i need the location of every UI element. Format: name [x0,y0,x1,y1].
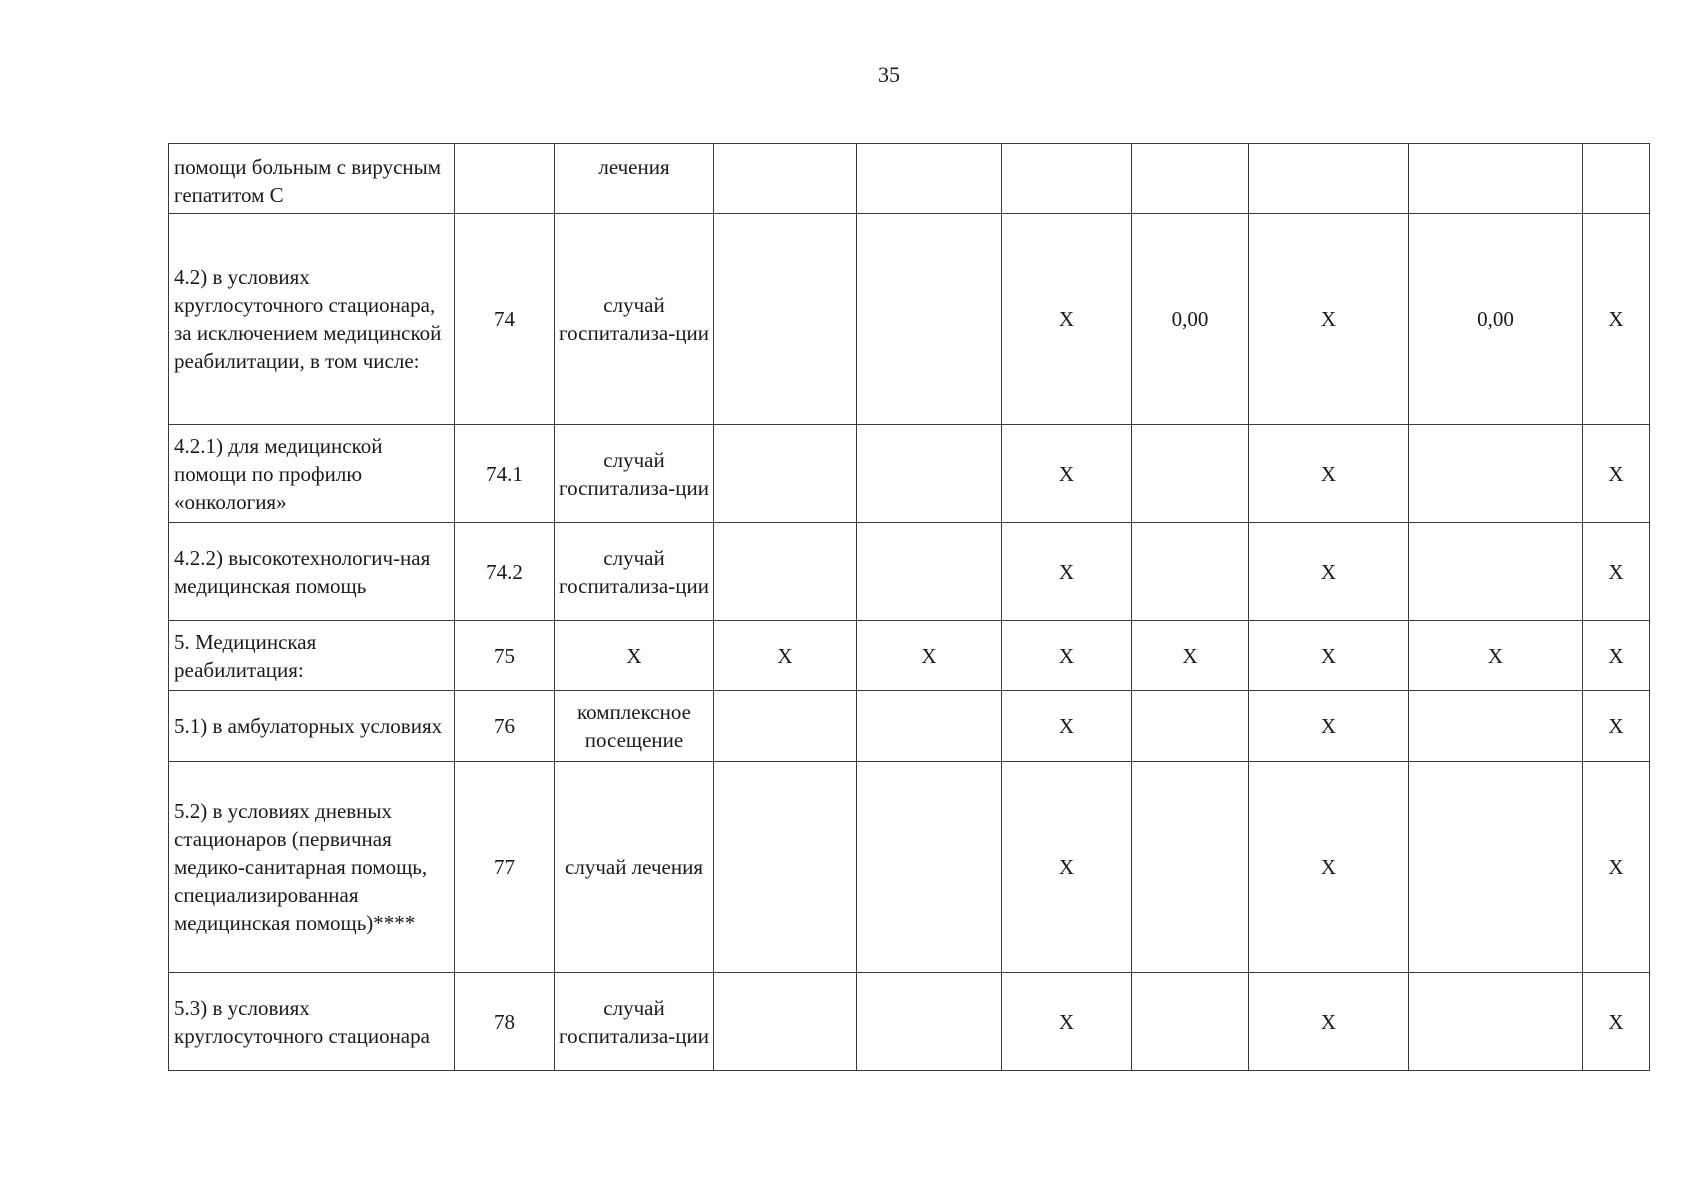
row-value-cell [857,523,1002,621]
row-unit-cell: случай госпитализа-ции [555,425,714,523]
row-unit-cell: комплексное посещение [555,691,714,762]
row-value-cell: Х [1409,621,1583,691]
row-value-cell: Х [1002,691,1132,762]
row-value-cell [1583,144,1650,214]
row-unit-cell: случай лечения [555,762,714,973]
row-value-cell [857,214,1002,425]
row-value-cell [1409,973,1583,1071]
row-name-cell: 4.2.1) для медицинской помощи по профилю «онкология» [169,425,455,523]
row-value-cell [1409,523,1583,621]
row-unit-cell: случай госпитализа-ции [555,523,714,621]
row-value-cell [714,425,857,523]
table-row [169,425,1650,523]
row-value-cell: 0,00 [1132,214,1249,425]
row-value-cell: Х [1583,523,1650,621]
row-name-cell: 4.2.2) высокотехнологич-ная медицинская помощь [169,523,455,621]
row-value-cell [714,973,857,1071]
row-value-cell [1132,762,1249,973]
row-value-cell: Х [1002,523,1132,621]
row-name-cell: 5.2) в условиях дневных стационаров (первичная медико-санитарная помощь, специализированная медицинская помощь)**** [169,762,455,973]
row-code-cell: 77 [455,762,555,973]
row-value-cell [1002,144,1132,214]
row-value-cell: Х [1583,973,1650,1071]
row-value-cell: Х [1132,621,1249,691]
table-row [169,214,1650,425]
row-value-cell [1409,762,1583,973]
row-code-cell: 75 [455,621,555,691]
row-value-cell: Х [1002,621,1132,691]
row-value-cell [857,425,1002,523]
row-value-cell: Х [1249,425,1409,523]
row-value-cell [1249,144,1409,214]
row-name-cell: 5.1) в амбулаторных условиях [169,691,455,762]
row-value-cell: Х [1249,691,1409,762]
row-value-cell [857,144,1002,214]
table-row [169,144,1650,214]
row-value-cell: Х [714,621,857,691]
row-name-cell: 5.3) в условиях круглосуточного стационара [169,973,455,1071]
row-unit-cell: случай госпитализа-ции [555,214,714,425]
row-value-cell: Х [1249,214,1409,425]
row-value-cell [1132,973,1249,1071]
row-unit-cell: Х [555,621,714,691]
row-value-cell: Х [1583,425,1650,523]
row-value-cell: Х [1249,523,1409,621]
row-value-cell: Х [857,621,1002,691]
table-row [169,762,1650,973]
row-value-cell: Х [1249,621,1409,691]
table-row [169,691,1650,762]
row-unit-cell: лечения [555,144,714,214]
row-unit-cell: случай госпитализа-ции [555,973,714,1071]
row-code-cell [455,144,555,214]
row-value-cell: Х [1002,425,1132,523]
row-value-cell: Х [1002,214,1132,425]
row-code-cell: 74.2 [455,523,555,621]
row-name-cell: 4.2) в условиях круглосуточного стационара, за исключением медицинской реабилитации, в том числе: [169,214,455,425]
row-value-cell: 0,00 [1409,214,1583,425]
row-name-cell: помощи больным с вирусным гепатитом С [169,144,455,214]
row-value-cell [1132,523,1249,621]
row-value-cell: Х [1249,973,1409,1071]
row-code-cell: 74 [455,214,555,425]
row-value-cell [714,144,857,214]
row-value-cell [857,973,1002,1071]
row-value-cell [714,691,857,762]
row-value-cell [714,214,857,425]
row-code-cell: 78 [455,973,555,1071]
row-value-cell: Х [1583,762,1650,973]
row-value-cell: Х [1002,973,1132,1071]
row-value-cell [1409,144,1583,214]
row-value-cell [1409,425,1583,523]
row-name-cell: 5. Медицинская реабилитация: [169,621,455,691]
row-value-cell: Х [1002,762,1132,973]
row-value-cell [714,762,857,973]
row-value-cell [1132,691,1249,762]
table-row [169,523,1650,621]
row-code-cell: 76 [455,691,555,762]
row-value-cell: Х [1583,214,1650,425]
row-value-cell [857,691,1002,762]
table-row [169,621,1650,691]
row-code-cell: 74.1 [455,425,555,523]
row-value-cell: Х [1583,691,1650,762]
row-value-cell [1132,425,1249,523]
table-row [169,973,1650,1071]
data-table [168,143,1650,1071]
row-value-cell [1409,691,1583,762]
page-number: 35 [878,62,900,87]
row-value-cell: Х [1249,762,1409,973]
row-value-cell [714,523,857,621]
row-value-cell [857,762,1002,973]
row-value-cell [1132,144,1249,214]
row-value-cell: Х [1583,621,1650,691]
